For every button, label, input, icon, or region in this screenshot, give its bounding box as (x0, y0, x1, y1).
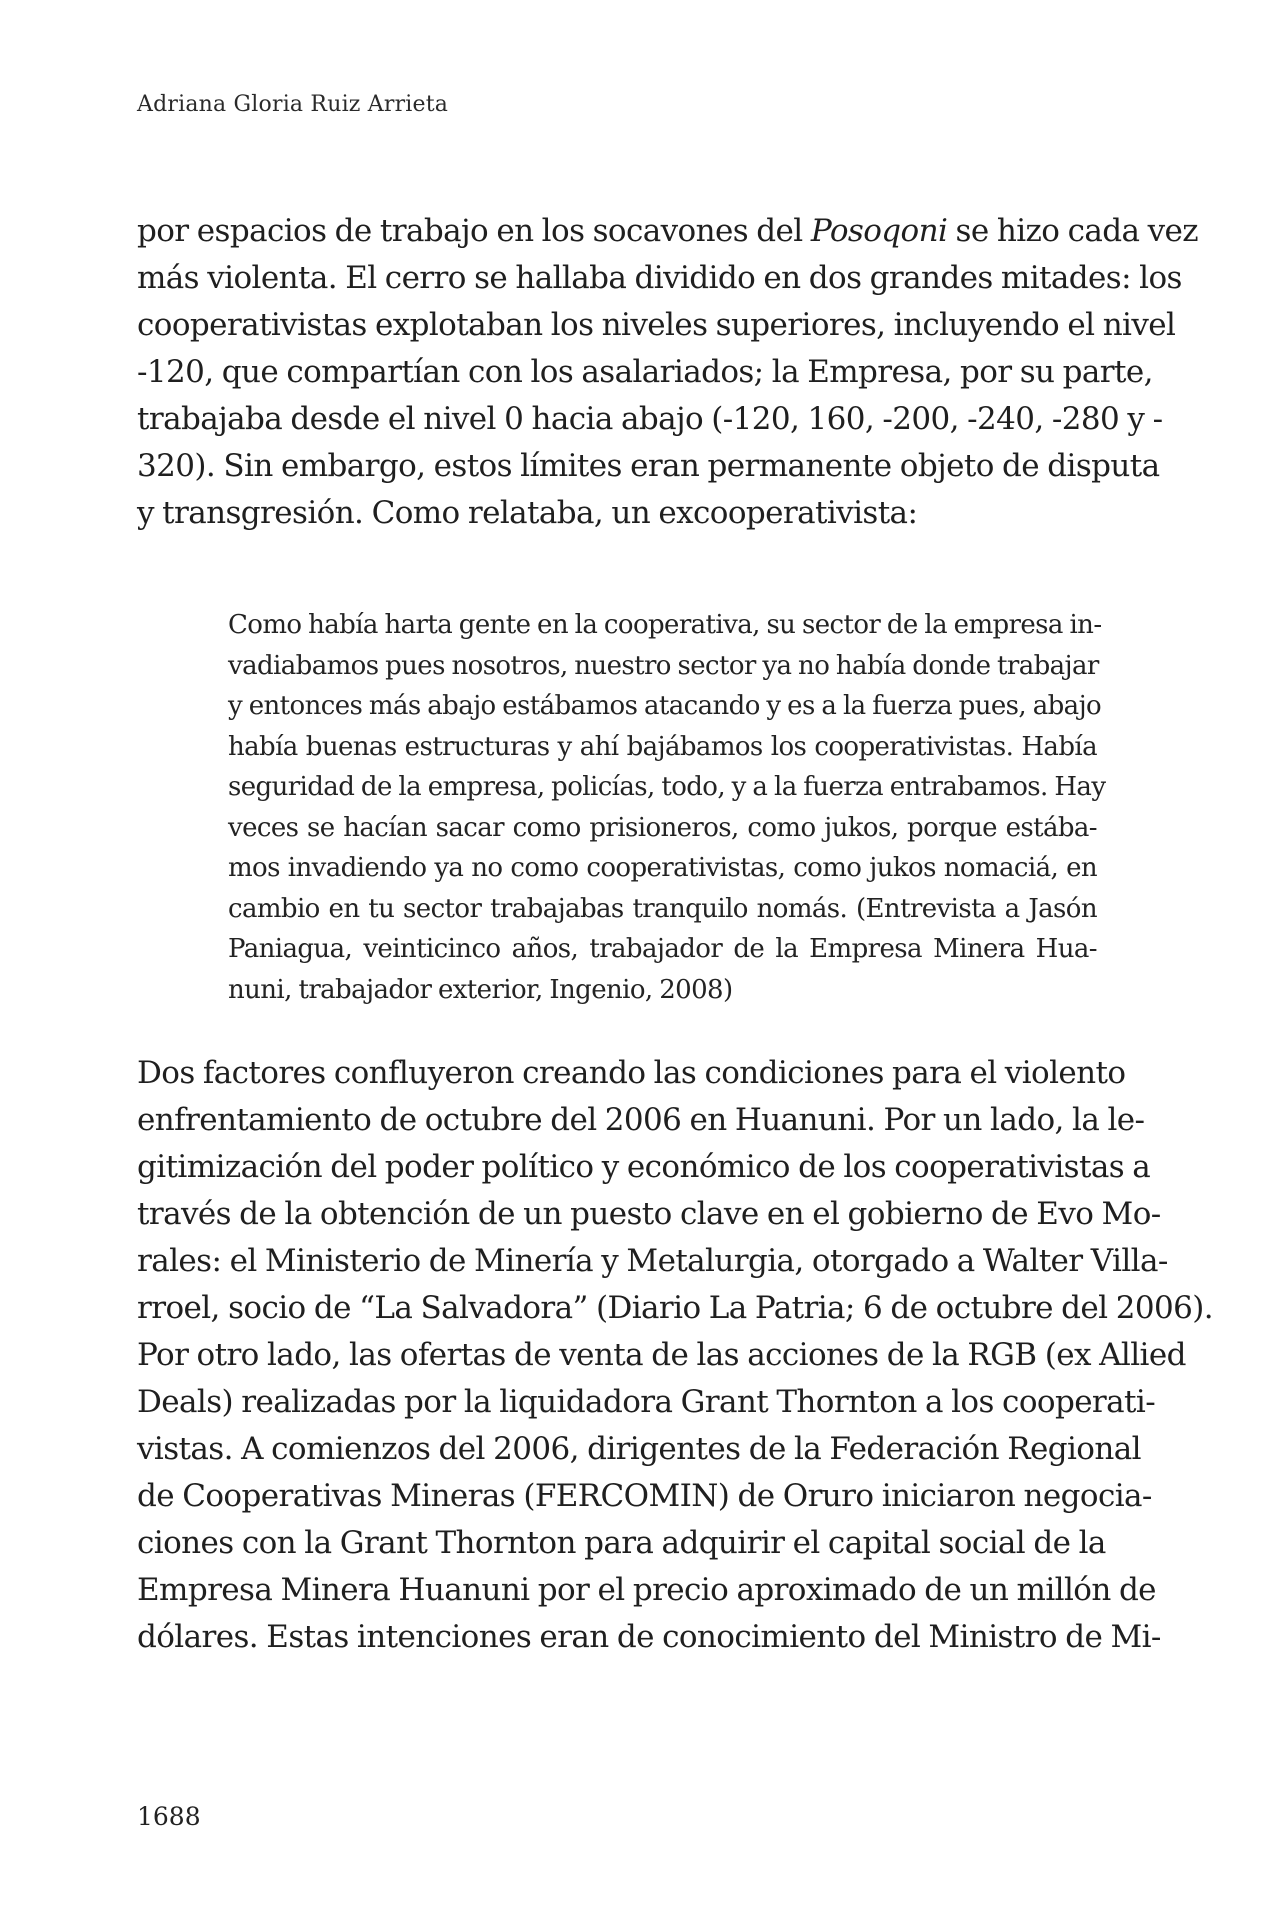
paragraph-line: Deals) realizadas por la liquidadora Grant Thornton a los cooperati- (137, 1384, 1156, 1420)
paragraph-line: vistas. A comienzos del 2006, dirigentes de la Federación Regional (137, 1431, 1141, 1467)
quote-line: nuni, trabajador exterior, Ingenio, 2008) (228, 974, 733, 1005)
paragraph-line: rales: el Ministerio de Minería y Metalurgia, otorgado a Walter Villa- (137, 1243, 1168, 1279)
quote-line: seguridad de la empresa, policías, todo, y a la fuerza entrabamos. Hay (228, 772, 1106, 802)
paragraph-line: través de la obtención de un puesto clave en el gobierno de Evo Mo- (137, 1196, 1161, 1232)
page-number: 1688 (137, 1802, 201, 1831)
paragraph-line: rroel, socio de “La Salvadora” (Diario La Patria; 6 de octubre del 2006). (137, 1290, 1213, 1326)
paragraph-line (137, 208, 1199, 255)
paragraph-line: cooperativistas explotaban los niveles superiores, incluyendo el nivel (137, 307, 1176, 343)
paragraph-line: ciones con la Grant Thornton para adquirir el capital social de la (137, 1525, 1106, 1561)
paragraph-line: dólares. Estas intenciones eran de conocimiento del Ministro de Mi- (137, 1619, 1161, 1655)
block-quote (228, 605, 1106, 1010)
paragraph-line: de Cooperativas Mineras (FERCOMIN) de Oruro iniciaron negocia- (137, 1478, 1152, 1514)
paragraph-line: y transgresión. Como relataba, un excooperativista: (137, 495, 918, 531)
paragraph-line: Dos factores confluyeron creando las condiciones para el violento (137, 1055, 1126, 1091)
body-paragraph-1 (137, 208, 1199, 537)
quote-line: y entonces más abajo estábamos atacando y es a la fuerza pues, abajo (228, 691, 1102, 721)
paragraph-line: Por otro lado, las ofertas de venta de las acciones de la RGB (ex Allied (137, 1337, 1186, 1373)
quote-line: veces se hacían sacar como prisioneros, como jukos, porque estába- (228, 812, 1097, 843)
paragraph-line: enfrentamiento de octubre del 2006 en Huanuni. Por un lado, la le- (137, 1102, 1145, 1138)
quote-line: cambio en tu sector trabajabas tranquilo nomás. (Entrevista a Jasón (228, 893, 1097, 924)
body-paragraph-2 (137, 1050, 1213, 1661)
paragraph-line: gitimización del poder político y económico de los cooperativistas a (137, 1149, 1151, 1185)
paragraph-line: 320). Sin embargo, estos límites eran permanente objeto de disputa (137, 448, 1160, 484)
paragraph-line: Empresa Minera Huanuni por el precio aproximado de un millón de (137, 1572, 1156, 1608)
paragraph-line: trabajaba desde el nivel 0 hacia abajo (-120, 160, -200, -240, -280 y - (137, 401, 1163, 437)
quote-line: había buenas estructuras y ahí bajábamos los cooperativistas. Había (228, 731, 1097, 762)
italic-term: Posoqoni (810, 213, 948, 249)
quote-line: Como había harta gente en la cooperativa, su sector de la empresa in- (228, 610, 1102, 640)
paragraph-line: más violenta. El cerro se hallaba dividido en dos grandes mitades: los (137, 260, 1182, 296)
quote-line: mos invadiendo ya no como cooperativistas, como jukos nomaciá, en (228, 853, 1097, 883)
quote-line: vadiabamos pues nosotros, nuestro sector ya no había donde trabajar (228, 650, 1099, 681)
running-head: Adriana Gloria Ruiz Arrieta (137, 92, 449, 117)
line-text: por espacios de trabajo en los socavones del (137, 213, 811, 249)
quote-line: Paniagua, veinticinco años, trabajador de la Empresa Minera Hua- (228, 934, 1097, 964)
paragraph-line: -120, que compartían con los asalariados; la Empresa, por su parte, (137, 354, 1153, 390)
line-text: se hizo cada vez (947, 213, 1199, 249)
